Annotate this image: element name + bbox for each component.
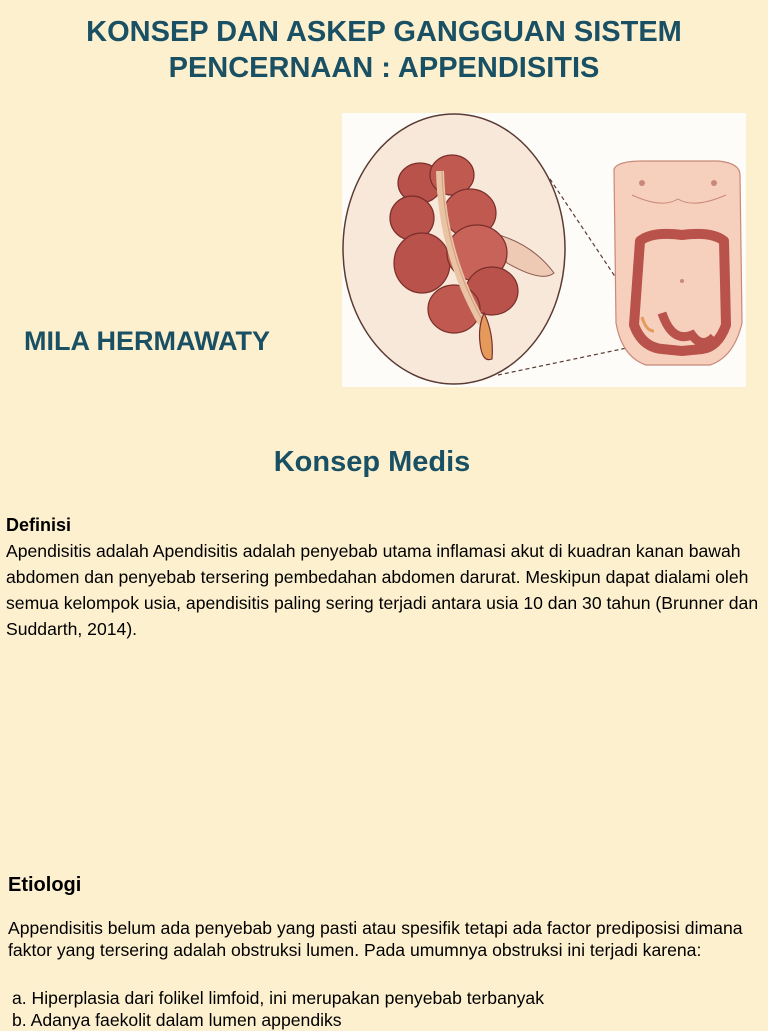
torso-illustration [614, 161, 742, 365]
etiologi-heading: Etiologi [8, 874, 82, 896]
definisi-heading: Definisi [6, 515, 72, 535]
etiologi-paragraph: Appendisitis belum ada penyebab yang pasti atau spesifik tetapi ada factor prediposisi dimana faktor yang tersering adalah obstruksi lumen. Pada umumnya obstruksi ini terjadi karena: [8, 918, 743, 960]
title-line-2: PENCERNAAN : APPENDISITIS [168, 52, 600, 84]
etiologi-list [8, 987, 766, 1031]
author-name: MILA HERMAWATY [24, 326, 270, 356]
list-item: b. Adanya faekolit dalam lumen appendiks [12, 1010, 342, 1030]
title-line-1: KONSEP DAN ASKEP GANGGUAN SISTEM [86, 16, 682, 48]
list-item: a. Hiperplasia dari folikel limfoid, ini merupakan penyebab terbanyak [12, 988, 545, 1008]
section-heading: Konsep Medis [273, 446, 471, 478]
definisi-paragraph: Apendisitis adalah Apendisitis adalah penyebab utama inflamasi akut di kuadran kanan bawah abdomen dan penyebab tersering pembedahan abdomen darurat. Meskipun dapat dialami oleh semua kelompok usia, apendisitis paling sering terjadi antara usia 10 dan 30 tahun (Brunner dan Suddarth, 2014). [6, 541, 759, 639]
page-title [0, 14, 768, 86]
appendix-anatomy-illustration [342, 113, 746, 387]
